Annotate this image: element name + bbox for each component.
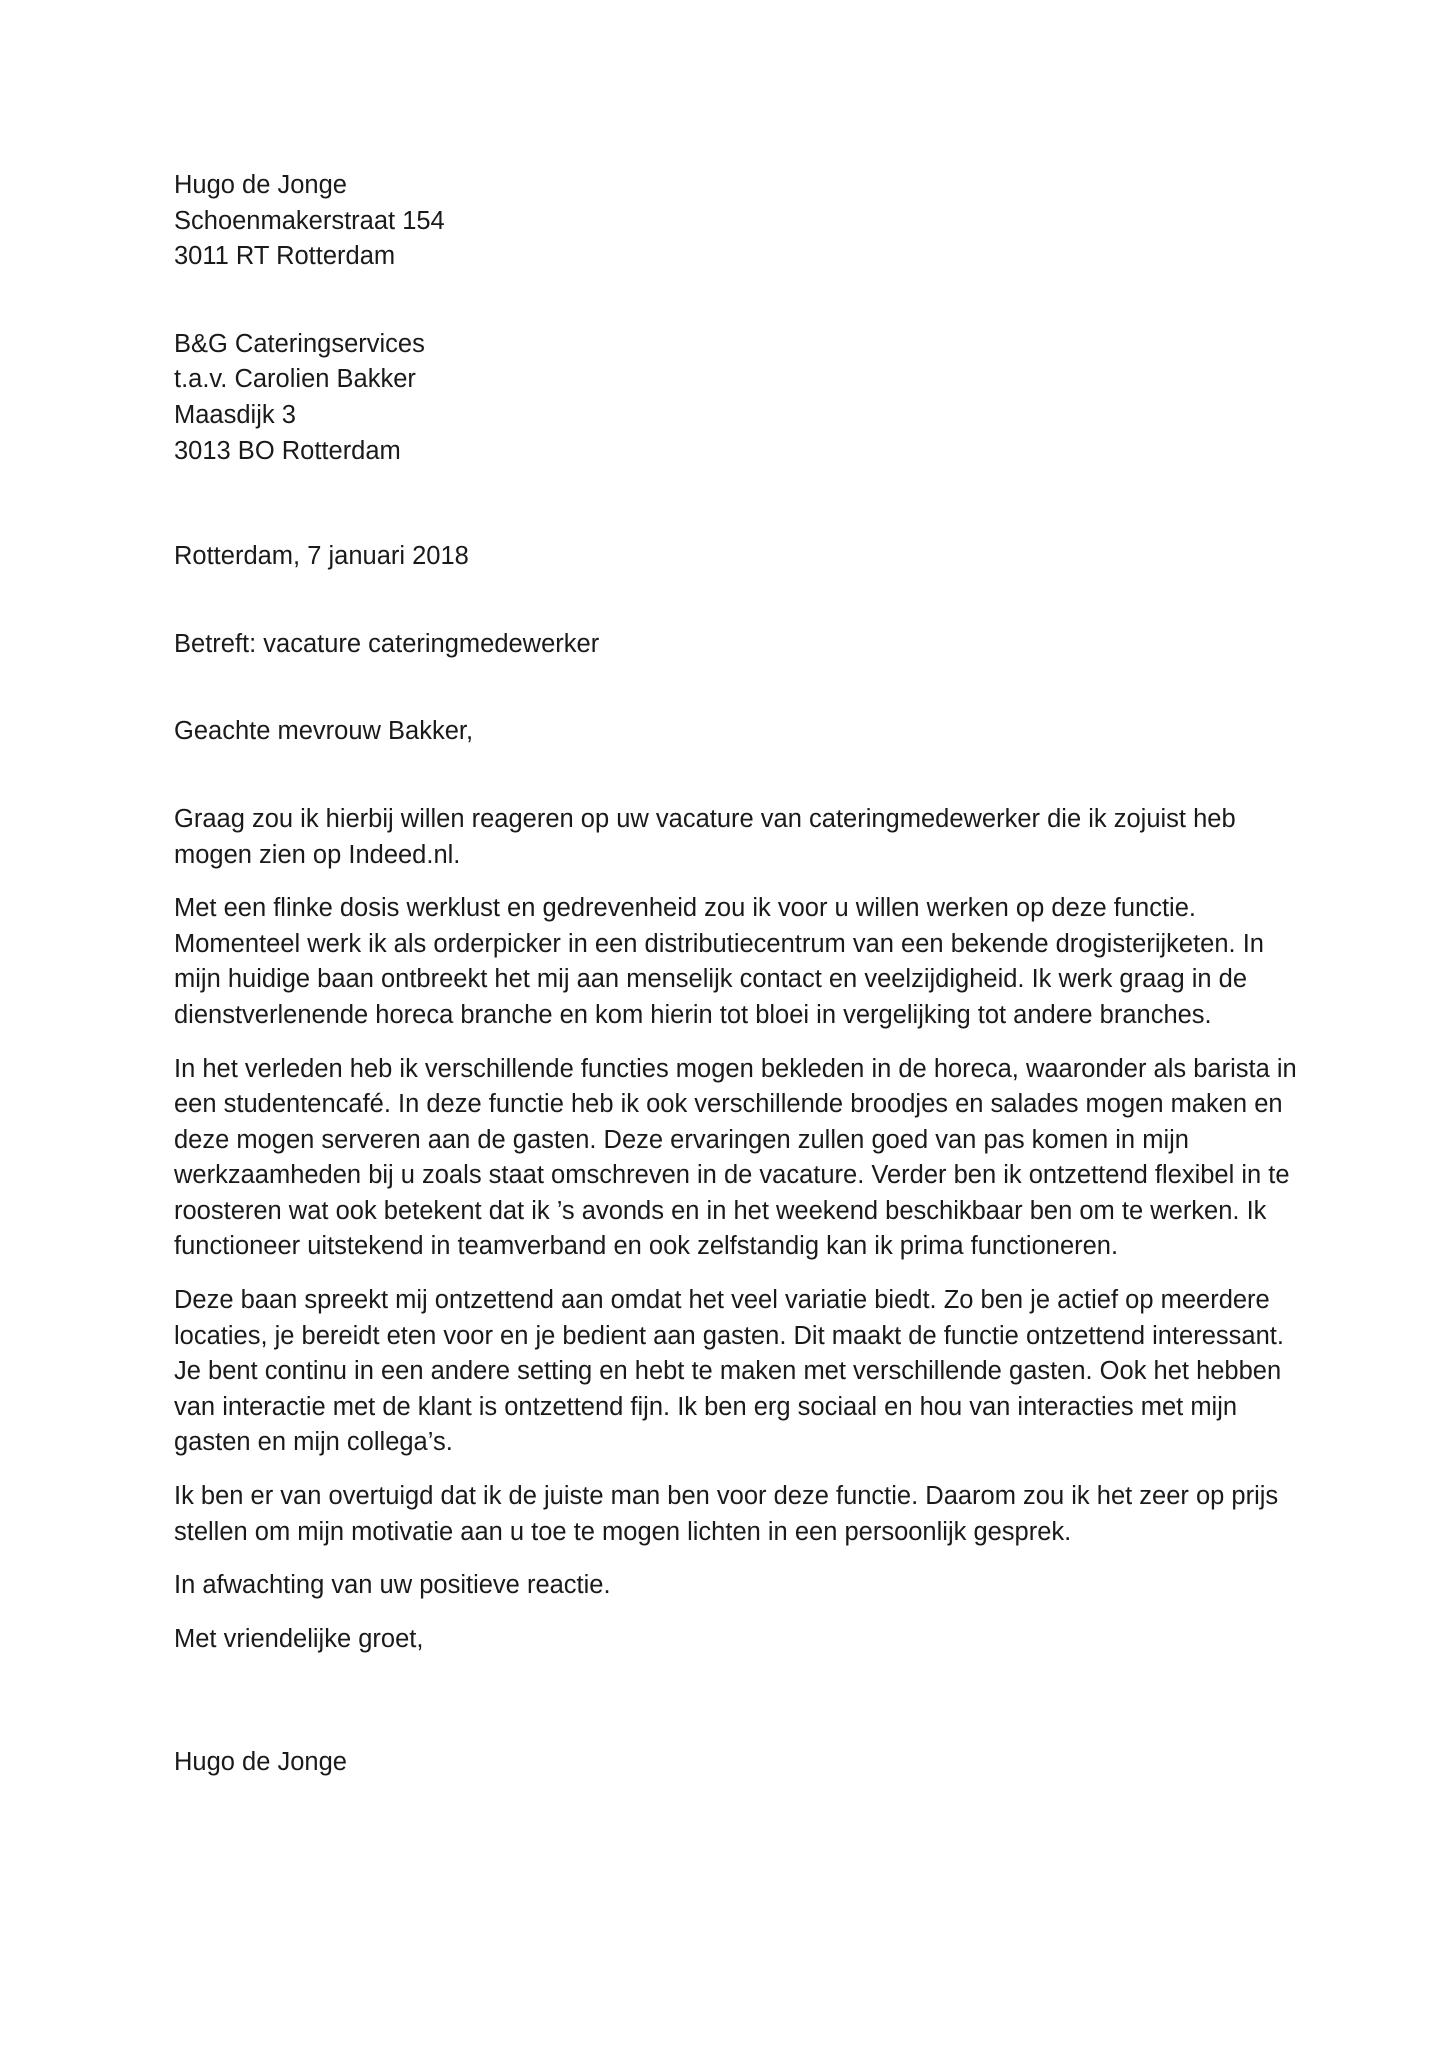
paragraph-line: functioneer uitstekend in teamverband en ook zelfstandig kan ik prima functioneren. [174,1232,1119,1261]
paragraph-line: Momenteel werk ik als orderpicker in een distributiecentrum van een bekende drogisterijketen. In [174,929,1264,958]
sender-address [174,168,1274,275]
paragraph-line: mijn huidige baan ontbreekt het mij aan menselijk contact en veelzijdigheid. Ik werk graag in de [174,965,1248,994]
paragraph-line: een studentencafé. In deze functie heb ik ook verschillende broodjes en salades mogen maken en [174,1090,1283,1119]
subject-text: Betreft: vacature cateringmedewerker [174,629,600,658]
paragraph-line: mogen zien op Indeed.nl. [174,840,461,869]
paragraph-line: dienstverlenende horeca branche en kom hierin tot bloei in vergelijking tot andere branches. [174,1000,1212,1029]
sender-name: Hugo de Jonge [174,171,347,199]
paragraph-line: Ik ben er van overtuigd dat ik de juiste man ben voor deze functie. Daarom zou ik het zeer op prijs [174,1482,1279,1511]
closing [174,1622,1274,1658]
recipient-street: Maasdijk 3 [174,400,296,429]
paragraph-line: stellen om mijn motivatie aan u toe te mogen lichten in een persoonlijk gesprek. [174,1517,1072,1546]
recipient-city: 3013 BO Rotterdam [174,436,401,465]
paragraph-line: roosteren wat ook betekent dat ik ’s avonds en in het weekend beschikbaar ben om te werken. Ik [174,1196,1267,1225]
salutation [174,714,1274,750]
subject-line [174,627,1274,663]
signature [174,1745,1274,1781]
paragraph-3 [174,1052,1297,1266]
letter-content [174,168,1297,1781]
sender-street: Schoenmakerstraat 154 [174,206,445,235]
paragraph-line: Graag zou ik hierbij willen reageren op uw vacature van cateringmedewerker die ik zojuist heb [174,804,1236,833]
paragraph-line: Je bent continu in een andere setting en hebt te maken met verschillende gasten. Ook het hebben [174,1357,1282,1386]
signature-name: Hugo de Jonge [174,1748,347,1777]
recipient-attention: t.a.v. Carolien Bakker [174,365,416,394]
closing-text: Met vriendelijke groet, [174,1624,424,1653]
paragraph-line: Deze baan spreekt mij ontzettend aan omdat het veel variatie biedt. Zo ben je actief op meerdere [174,1286,1270,1315]
date-text: Rotterdam, 7 januari 2018 [174,542,469,571]
salutation-text: Geachte mevrouw Bakker, [174,717,474,746]
paragraph-line: locaties, je bereidt eten voor en je bedient aan gasten. Dit maakt de functie ontzettend interessant. [174,1321,1284,1350]
paragraph-line: van interactie met de klant is ontzettend fijn. Ik ben erg sociaal en hou van interacties met mijn [174,1392,1238,1421]
date-line [174,539,1274,575]
paragraph-6 [174,1568,1274,1604]
paragraph-line: werkzaamheden bij u zoals staat omschreven in de vacature. Verder ben ik ontzettend flexibel in te [174,1161,1290,1190]
paragraph-line: deze mogen serveren aan de gasten. Deze ervaringen zullen goed van pas komen in mijn [174,1125,1189,1154]
paragraph-4 [174,1283,1284,1461]
paragraph-line: In afwachting van uw positieve reactie. [174,1571,611,1600]
paragraph-line: In het verleden heb ik verschillende functies mogen bekleden in de horeca, waaronder als barista in [174,1054,1297,1083]
recipient-address [174,327,1274,469]
paragraph-5 [174,1479,1279,1550]
paragraph-2 [174,891,1274,1033]
recipient-company: B&G Cateringservices [174,329,425,358]
paragraph-line: Met een flinke dosis werklust en gedrevenheid zou ik voor u willen werken op deze functie. [174,894,1196,923]
sender-city: 3011 RT Rotterdam [174,242,396,271]
paragraph-line: gasten en mijn collega’s. [174,1428,453,1457]
paragraph-1 [174,802,1274,873]
